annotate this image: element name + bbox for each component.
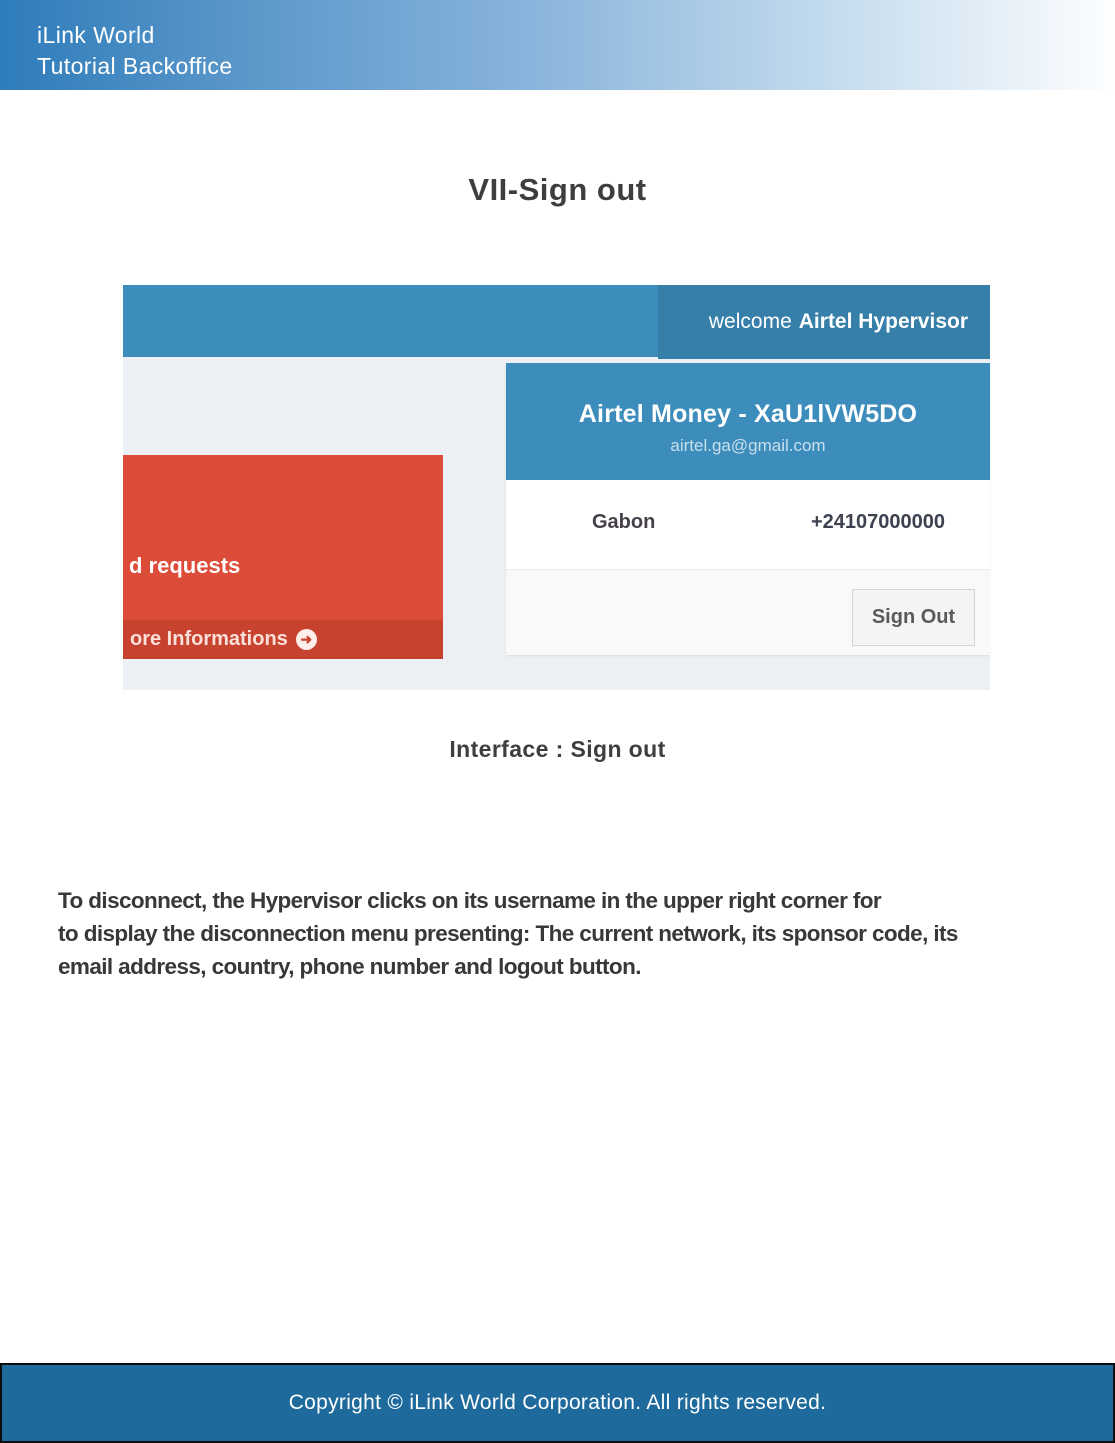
requests-box-label: d requests (129, 553, 241, 578)
copyright-text: Copyright © iLink World Corporation. All rights reserved. (288, 1391, 827, 1414)
user-email: airtel.ga@gmail.com (670, 436, 826, 455)
username-label: Airtel Hypervisor (798, 310, 968, 333)
more-informations-label: ore Informations (130, 628, 288, 650)
banner-app-name: iLink World (37, 22, 155, 48)
network-name: Airtel Money - XaU1lVW5DO (578, 400, 918, 428)
banner-subtitle: Tutorial Backoffice (37, 53, 233, 79)
more-informations-link[interactable] (123, 620, 443, 659)
page-header-banner (0, 0, 1115, 90)
figure-caption: Interface : Sign out (449, 736, 666, 762)
user-dropdown-body (506, 480, 990, 569)
user-phone: +24107000000 (810, 511, 945, 533)
sign-out-button[interactable]: Sign Out (852, 589, 975, 646)
paragraph-line: email address, country, phone number and logout button. (58, 954, 641, 979)
user-dropdown-footer (506, 569, 990, 655)
arrow-circle-icon: ➜ (296, 629, 317, 650)
body-paragraph (58, 884, 958, 983)
requests-info-box (123, 455, 443, 659)
paragraph-line: to display the disconnection menu presenting: The current network, its sponsor code, its (58, 921, 958, 946)
paragraph-line: To disconnect, the Hypervisor clicks on its username in the upper right corner for (58, 888, 882, 913)
welcome-label: welcome (708, 310, 792, 333)
user-dropdown-menu (506, 363, 990, 655)
copyright-footer (0, 1363, 1115, 1443)
user-dropdown-header (506, 363, 990, 480)
user-country: Gabon (592, 511, 656, 533)
user-menu-toggle[interactable] (658, 285, 990, 359)
page-title: VII-Sign out (468, 172, 647, 207)
screenshot-signout-interface (123, 285, 990, 690)
